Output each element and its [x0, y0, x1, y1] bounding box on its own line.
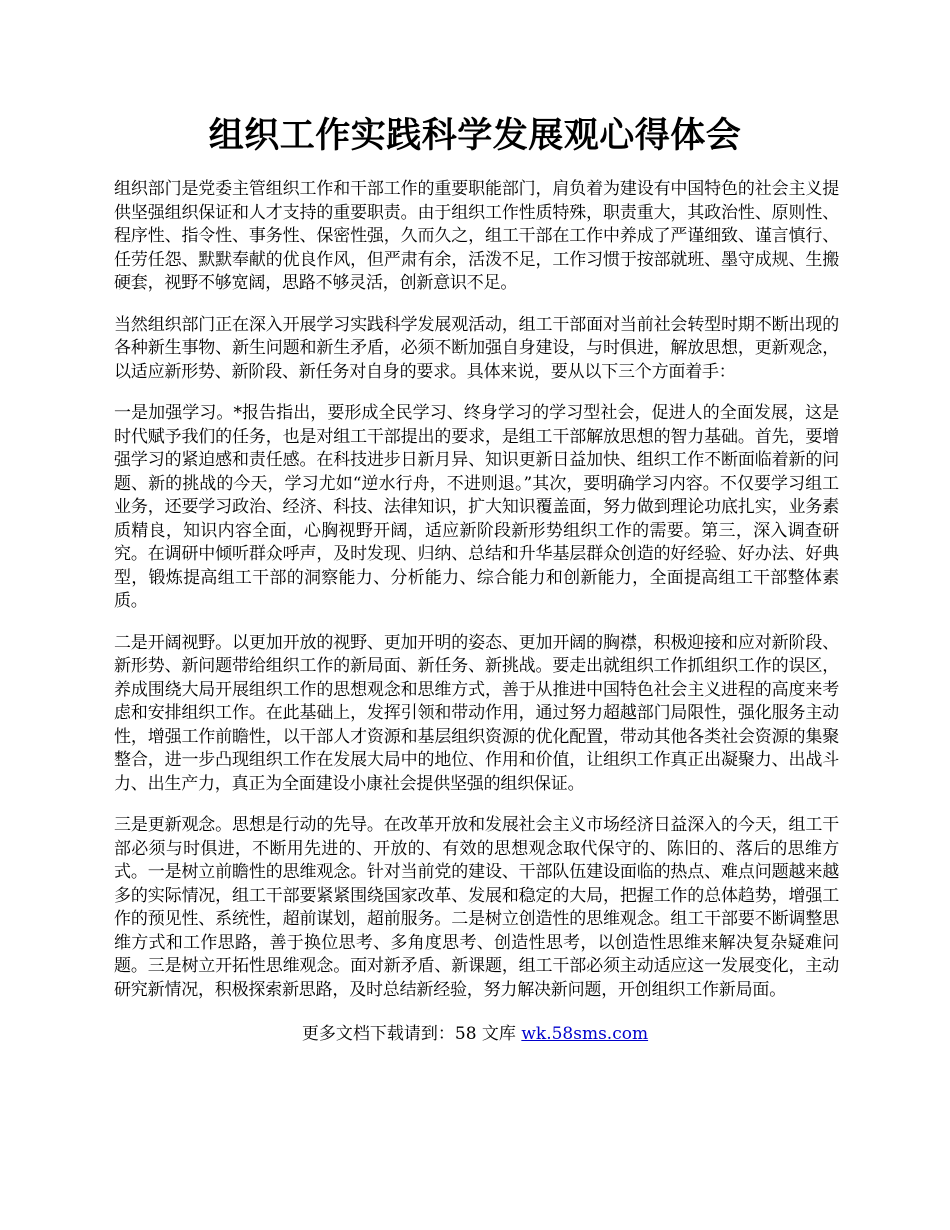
document-body — [114, 178, 839, 1020]
paragraph-intro: 组织部门是党委主管组织工作和干部工作的重要职能部门，肩负着为建设有中国特色的社会主义提供坚强组织保证和人才支持的重要职责。由于组织工作性质特殊，职责重大，其政治性、原则性、程序性、指令性、事务性、保密性强，久而久之，组工干部在工作中养成了严谨细致、谨言慎行、任劳任怨、默默奉献的优良作风，但严肃有余，活泼不足，工作习惯于按部就班、墨守成规、生搬硬套，视野不够宽阔，思路不够灵活，创新意识不足。 — [114, 179, 839, 293]
footer-link[interactable]: wk.58sms.com — [521, 1024, 649, 1044]
paragraph-update-concepts: 三是更新观念。思想是行动的先导。在改革开放和发展社会主义市场经济日益深入的今天，组工干部必须与时俱进，不断用先进的、开放的、有效的思想观念取代保守的、陈旧的、落后的思维方式。一是树立前瞻性的思维观念。针对当前党的建设、干部队伍建设面临的热点、难点问题越来越多的实际情况，组工干部要紧紧围绕国家改革、发展和稳定的大局，把握工作的总体趋势，增强工作的预见性、系统性，超前谋划，超前服务。二是树立创造性的思维观念。组工干部要不断调整思维方式和工作思路，善于换位思考、多角度思考、创造性思考，以创造性思维来解决复杂疑难问题。三是树立开拓性思维观念。面对新矛盾、新课题，组工干部必须主动适应这一发展变化，主动研究新情况，积极探索新思路，及时总结新经验，努力解决新问题，开创组织工作新局面。 — [114, 815, 839, 1000]
paragraph-broaden-vision: 二是开阔视野。以更加开放的视野、更加开明的姿态、更加开阔的胸襟，积极迎接和应对新阶段、新形势、新问题带给组织工作的新局面、新任务、新挑战。要走出就组织工作抓组织工作的误区，养成围绕大局开展组织工作的思想观念和思维方式，善于从推进中国特色社会主义进程的高度来考虑和安排组织工作。在此基础上，发挥引领和带动作用，通过努力超越部门局限性，强化服务主动性，增强工作前瞻性，以干部人才资源和基层组织资源的优化配置，带动其他各类社会资源的集聚整合，进一步凸现组织工作在发展大局中的地位、作用和价值，让组织工作真正出凝聚力、出战斗力、出生产力，真正为全面建设小康社会提供坚强的组织保证。 — [114, 632, 839, 794]
document-title: 组织工作实践科学发展观心得体会 — [208, 115, 742, 156]
paragraph-context: 当然组织部门正在深入开展学习实践科学发展观活动，组工干部面对当前社会转型时期不断出现的各种新生事物、新生问题和新生矛盾，必须不断加强自身建设，与时俱进，解放思想，更新观念，以适应新形势、新阶段、新任务对自身的要求。具体来说，要从以下三个方面着手： — [114, 314, 839, 382]
footer-download-note — [0, 1022, 950, 1046]
footer-prefix: 更多文档下载请到：58 文库 — [301, 1024, 522, 1044]
paragraph-strengthen-learning: 一是加强学习。*报告指出，要形成全民学习、终身学习的学习型社会，促进人的全面发展，这是时代赋予我们的任务，也是对组工干部提出的要求，是组工干部解放思想的智力基础。首先，要增强学习的紧迫感和责任感。在科技进步日新月异、知识更新日益加快、组织工作不断面临着新的问题、新的挑战的今天，学习尤如“逆水行舟，不进则退。”其次，要明确学习内容。不仅要学习组工业务，还要学习政治、经济、科技、法律知识，扩大知识覆盖面，努力做到理论功底扎实，业务素质精良，知识内容全面，心胸视野开阔，适应新阶段新形势组织工作的需要。第三，深入调查研究。在调研中倾听群众呼声，及时发现、归纳、总结和升华基层群众创造的好经验、好办法、好典型，锻炼提高组工干部的洞察能力、分析能力、综合能力和创新能力，全面提高组工干部整体素质。 — [114, 403, 839, 611]
